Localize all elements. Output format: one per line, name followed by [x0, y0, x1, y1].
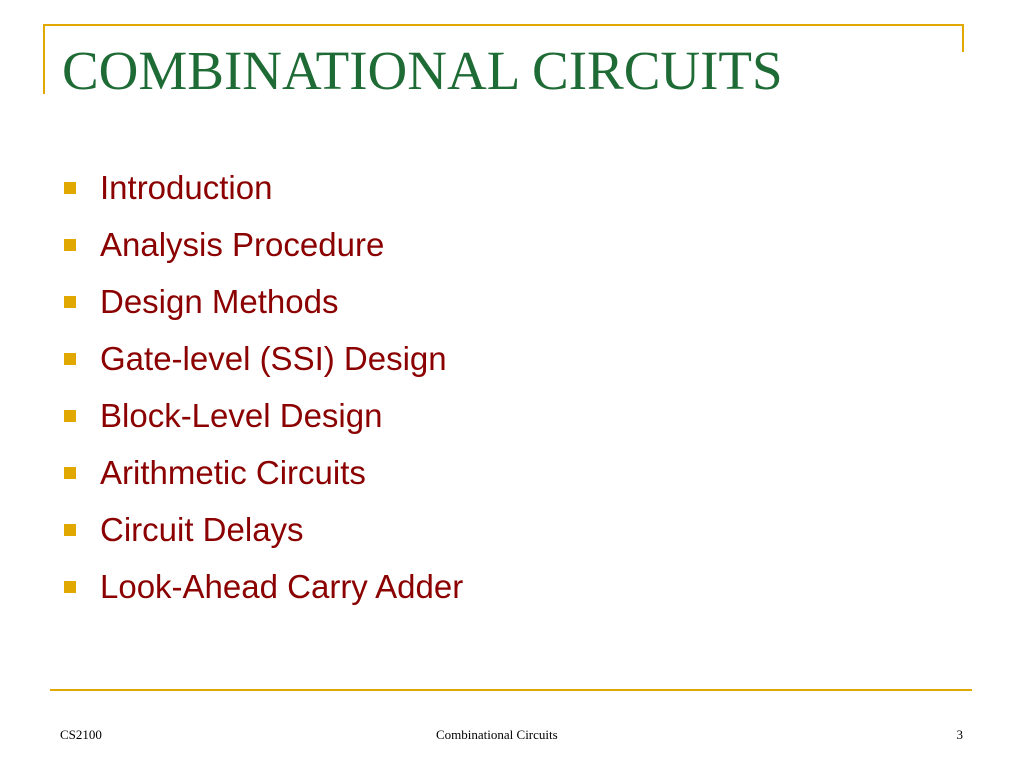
bullet-list [62, 159, 463, 615]
bullet-label: Introduction [100, 168, 273, 206]
bullet-item-circuit-delays [62, 501, 463, 558]
bullet-label: Circuit Delays [100, 510, 304, 548]
bullet-item-look-ahead-carry-adder [62, 558, 463, 615]
bullet-label: Design Methods [100, 282, 339, 320]
square-bullet-icon [64, 296, 76, 308]
square-bullet-icon [64, 524, 76, 536]
bullet-item-arithmetic-circuits [62, 444, 463, 501]
footer-divider [50, 689, 972, 691]
title-frame-left-line [43, 24, 45, 94]
square-bullet-icon [64, 410, 76, 422]
bullet-label: Look-Ahead Carry Adder [100, 567, 464, 605]
square-bullet-icon [64, 467, 76, 479]
bullet-item-gate-level-design [62, 330, 463, 387]
bullet-label: Arithmetic Circuits [100, 453, 366, 491]
bullet-item-analysis-procedure [62, 216, 463, 273]
footer-page-number: 3 [956, 727, 963, 742]
footer-course: CS2100 [60, 727, 102, 742]
bullet-label: Block-Level Design [100, 396, 383, 434]
bullet-label: Analysis Procedure [100, 225, 385, 263]
footer-topic: Combinational Circuits [436, 727, 558, 742]
title-frame-right-line [962, 24, 964, 52]
bullet-item-block-level-design [62, 387, 463, 444]
square-bullet-icon [64, 353, 76, 365]
bullet-label: Gate-level (SSI) Design [100, 339, 447, 377]
slide-title: COMBINATIONAL CIRCUITS [62, 40, 783, 101]
square-bullet-icon [64, 182, 76, 194]
square-bullet-icon [64, 239, 76, 251]
title-frame-top-line [43, 24, 964, 26]
bullet-item-introduction [62, 159, 463, 216]
bullet-item-design-methods [62, 273, 463, 330]
square-bullet-icon [64, 581, 76, 593]
